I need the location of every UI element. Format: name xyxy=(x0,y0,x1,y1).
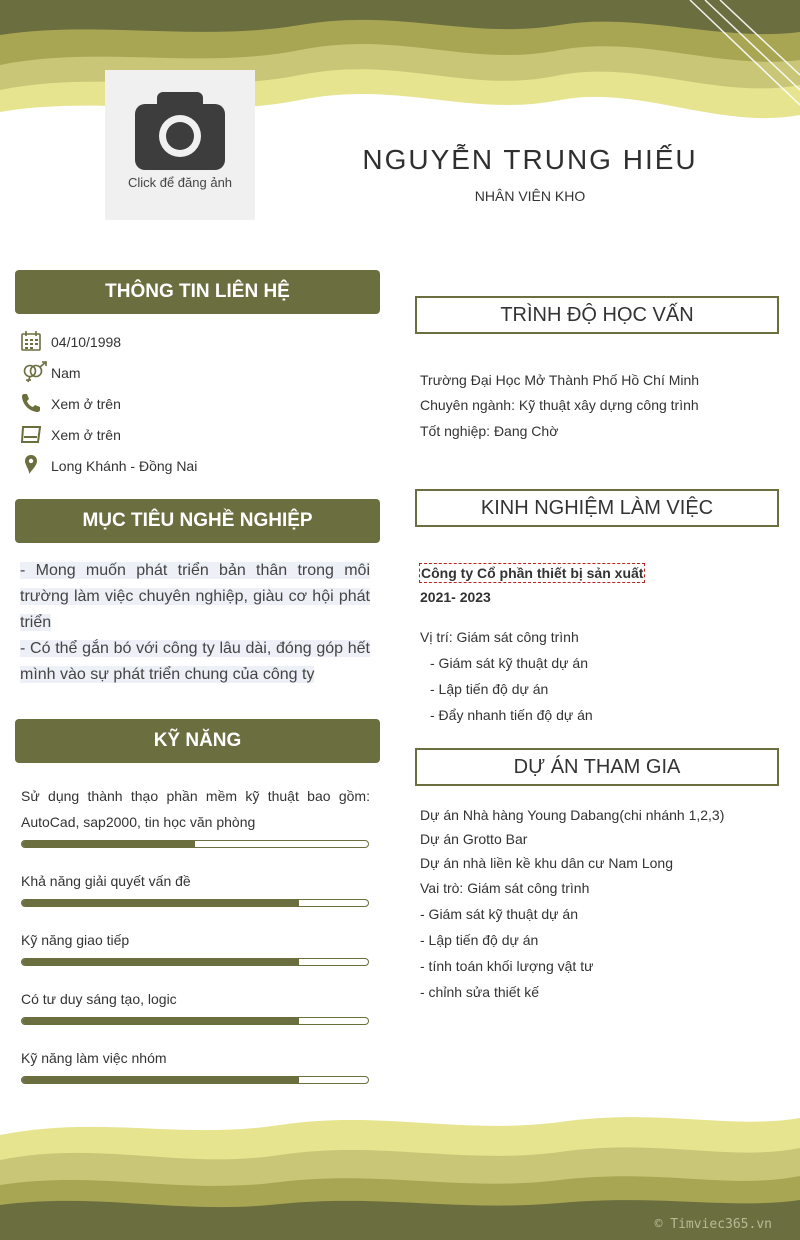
experience-line: Vị trí: Giám sát công trình xyxy=(420,629,579,645)
company-name-field[interactable]: Công ty Cổ phần thiết bị sản xuất xyxy=(421,565,644,581)
experience-line: - Giám sát kỹ thuật dự án xyxy=(430,655,588,671)
skill-level-fill xyxy=(22,841,195,847)
phone-text: Xem ở trên xyxy=(51,396,121,412)
skill-level-bar xyxy=(21,1017,369,1025)
email-text: Xem ở trên xyxy=(51,427,121,443)
project-line: - Giám sát kỹ thuật dự án xyxy=(420,906,578,922)
projects-section-title: DỰ ÁN THAM GIA xyxy=(415,748,779,786)
education-school: Trường Đại Học Mở Thành Phố Hồ Chí Minh xyxy=(420,372,700,388)
education-major: Chuyên ngành: Kỹ thuật xây dựng công trình xyxy=(420,397,699,413)
skill-level-fill xyxy=(22,1018,299,1024)
project-line: Vai trò: Giám sát công trình xyxy=(420,880,590,896)
objective-section-title: MỤC TIÊU NGHỀ NGHIỆP xyxy=(15,499,380,543)
skill-level-fill xyxy=(22,900,299,906)
objective-line: - Mong muốn phát triển bản thân trong môi trường làm việc chuyên nghiệp, giàu cơ hội phát triển xyxy=(20,562,370,631)
project-line: - tính toán khối lượng vật tư xyxy=(420,958,594,974)
email-icon xyxy=(20,423,42,445)
location-pin-icon xyxy=(20,454,42,476)
contact-gender xyxy=(20,361,380,385)
skill-label: Kỹ năng làm việc nhóm xyxy=(21,1050,167,1066)
phone-icon xyxy=(20,392,42,414)
candidate-position: NHÂN VIÊN KHO xyxy=(474,188,586,204)
skill-level-bar xyxy=(21,840,369,848)
photo-upload-placeholder[interactable] xyxy=(105,70,255,220)
address-text: Long Khánh - Đồng Nai xyxy=(51,458,198,474)
skill-level-fill xyxy=(22,1077,299,1083)
education-section-title: TRÌNH ĐỘ HỌC VẤN xyxy=(415,296,779,334)
skill-level-bar xyxy=(21,899,369,907)
contact-birthday xyxy=(20,330,380,354)
skill-label: Sử dụng thành thạo phần mềm kỹ thuật bao gồm: AutoCad, sap2000, tin học văn phòng xyxy=(21,788,370,830)
contact-email xyxy=(20,423,380,447)
project-line: - chỉnh sửa thiết kế xyxy=(420,984,540,1000)
contact-section-title: THÔNG TIN LIÊN HỆ xyxy=(15,270,380,314)
skill-label: Kỹ năng giao tiếp xyxy=(21,932,130,948)
calendar-icon xyxy=(20,330,42,352)
experience-section-title: KINH NGHIỆM LÀM VIỆC xyxy=(415,489,779,527)
skill-level-bar xyxy=(21,1076,369,1084)
watermark: © Timviec365.vn xyxy=(654,1217,772,1232)
camera-icon xyxy=(135,92,225,172)
objective-text xyxy=(20,558,370,688)
experience-company[interactable] xyxy=(420,565,644,581)
contact-address xyxy=(20,454,380,478)
candidate-name: NGUYỄN TRUNG HIẾU xyxy=(362,144,698,175)
skill-level-fill xyxy=(22,959,299,965)
experience-line: - Đẩy nhanh tiến độ dự án xyxy=(430,707,593,723)
skill-label: Khả năng giải quyết vấn đề xyxy=(21,873,191,889)
project-line: Dự án Grotto Bar xyxy=(420,831,528,847)
experience-line: - Lập tiến độ dự án xyxy=(430,681,549,697)
skill-level-bar xyxy=(21,958,369,966)
contact-phone xyxy=(20,392,380,416)
skill-label: Có tư duy sáng tạo, logic xyxy=(21,991,177,1007)
project-line: Dự án Nhà hàng Young Dabang(chi nhánh 1,2,3) xyxy=(420,807,725,823)
experience-period: 2021- 2023 xyxy=(420,589,491,605)
education-graduation: Tốt nghiệp: Đang Chờ xyxy=(420,423,559,439)
gender-icon xyxy=(20,361,48,383)
birthday-text: 04/10/1998 xyxy=(51,334,122,350)
project-line: - Lập tiến độ dự án xyxy=(420,932,539,948)
gender-text: Nam xyxy=(51,365,81,381)
skills-section-title: KỸ NĂNG xyxy=(15,719,380,763)
photo-upload-caption: Click để đăng ảnh xyxy=(127,175,233,190)
project-line: Dự án nhà liền kề khu dân cư Nam Long xyxy=(420,855,674,871)
objective-line: - Có thể gắn bó với công ty lâu dài, đóng góp hết mình vào sự phát triển chung của công ty xyxy=(20,640,370,683)
